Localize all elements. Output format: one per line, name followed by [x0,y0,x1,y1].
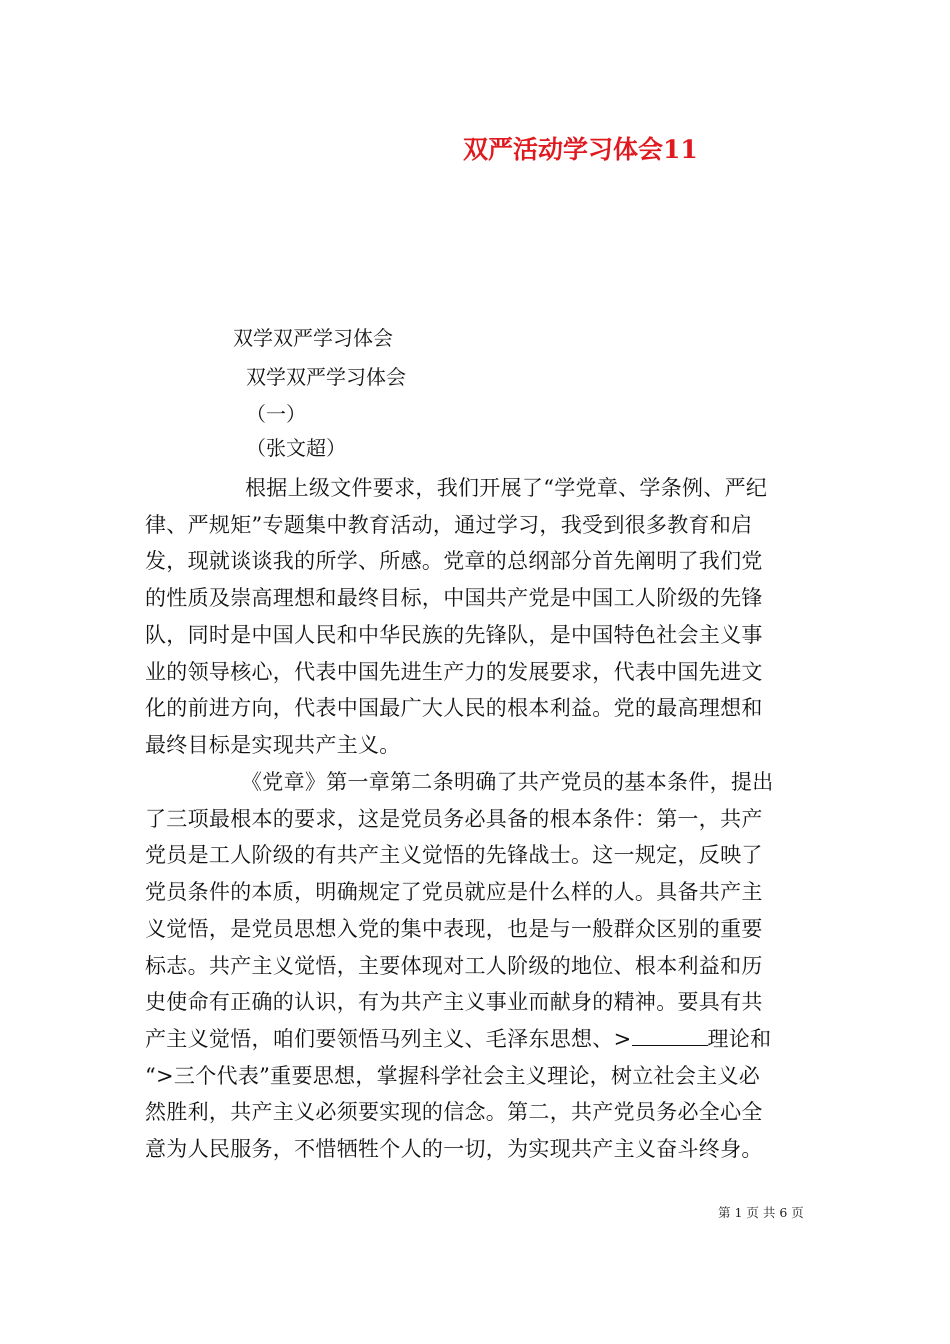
paragraph-line: “>三个代表”重要思想，掌握科学社会主义理论，树立社会主义必 [145,1063,761,1088]
section-number: （一） [246,402,306,426]
paragraph-line: 发，现就谈谈我的所学、所感。党章的总纲部分首先阐明了我们党 [145,549,763,574]
paragraph-line: 的性质及崇高理想和最终目标，中国共产党是中国工人阶级的先锋 [145,586,763,611]
paragraph-line: 最终目标是实现共产主义。 [145,732,401,757]
paragraph-line: 党员是工人阶级的有共产主义觉悟的先锋战士。这一规定，反映了 [145,843,763,868]
section-subheading: 双学双严学习体会 [246,365,406,389]
paragraph-line: 队，同时是中国人民和中华民族的先锋队，是中国特色社会主义事 [145,622,763,647]
paragraph-line: 化的前进方向，代表中国最广大人民的根本利益。党的最高理想和 [145,696,763,721]
paragraph-line: 业的领导核心，代表中国先进生产力的发展要求，代表中国先进文 [145,659,763,684]
paragraph-line-part: 产主义觉悟，咱们要领悟马列主义、毛泽东思想、> [145,1026,632,1051]
paragraph-line-with-blank [145,1021,810,1058]
section-heading: 双学双严学习体会 [233,326,393,350]
paragraph-line: 标志。共产主义觉悟，主要体现对工人阶级的地位、根本利益和历 [145,953,763,978]
paragraph-line: 史使命有正确的认识，有为共产主义事业而献身的精神。要具有共 [145,990,763,1015]
document-title: 双严活动学习体会11 [463,135,698,164]
paragraph-line: 了三项最根本的要求，这是党员务必具备的根本条件：第一，共产 [145,806,763,831]
paragraph-line: 党员条件的本质，明确规定了党员就应是什么样的人。具备共产主 [145,880,763,905]
paragraph-line: 意为人民服务，不惜牺牲个人的一切，为实现共产主义奋斗终身。 [145,1137,763,1162]
paragraph-line: 律、严规矩”专题集中教育活动，通过学习，我受到很多教育和启 [145,512,753,537]
page-footer: 第 1 页 共 6 页 [718,1205,804,1220]
paragraph-line: 然胜利，共产主义必须要实现的信念。第二，共产党员务必全心全 [145,1100,763,1125]
paragraph-line: 根据上级文件要求，我们开展了“学党章、学条例、严纪 [245,476,768,500]
body-paragraph-2 [145,764,810,1168]
body-paragraph-1 [145,470,810,764]
paragraph-line: 义觉悟，是党员思想入党的集中表现，也是与一般群众区别的重要 [145,916,763,941]
blank-underline [632,1027,708,1046]
paragraph-line: 《党章》第一章第二条明确了共产党员的基本条件，提出 [241,770,774,794]
paragraph-line-part: 理论和 [707,1026,772,1051]
author-name: （张文超） [246,436,346,460]
